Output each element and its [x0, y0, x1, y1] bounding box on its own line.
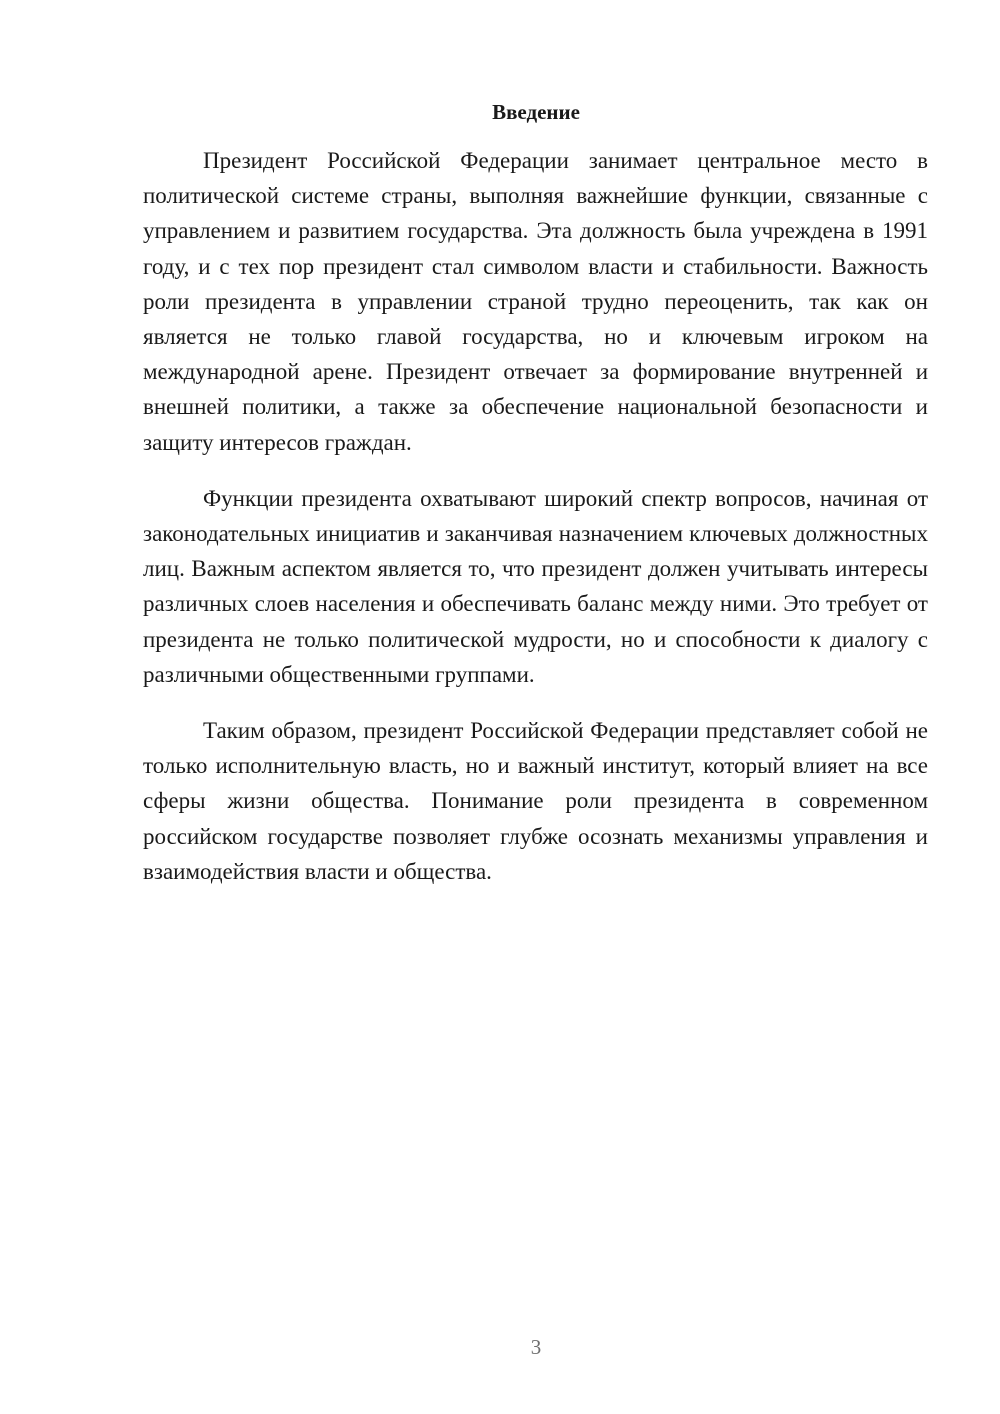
page-number: 3: [530, 1335, 542, 1359]
paragraph-3: Таким образом, президент Российской Федерации представляет собой не только исполнительную власть, но и важный институт, который влияет на все сферы жизни общества. Понимание роли президента в современном российском государстве позволяет глубже осознать механизмы управления и взаимодействия власти и общества.: [143, 718, 928, 884]
section-heading: Введение: [492, 100, 580, 124]
paragraph-2: Функции президента охватывают широкий спектр вопросов, начиная от законодательных инициатив и заканчивая назначением ключевых должностных лиц. Важным аспектом является то, что президент должен учитывать интересы различных слоев населения и обеспечивать баланс между ними. Это требует от президента не только политической мудрости, но и способности к диалогу с различными общественными группами.: [143, 485, 928, 687]
paragraph-1: Президент Российской Федерации занимает центральное место в политической системе страны, выполняя важнейшие функции, связанные с управлением и развитием государства. Эта должность была учреждена в 1991 году, и с тех пор президент стал символом власти и стабильности. Важность роли президента в управлении страной трудно переоценить, так как он является не только главой государства, но и ключевым игроком на международной арене. Президент отвечает за формирование внутренней и внешней политики, а также за обеспечение национальной безопасности и защиту интересов граждан.: [143, 148, 928, 455]
body-text: [143, 143, 928, 910]
